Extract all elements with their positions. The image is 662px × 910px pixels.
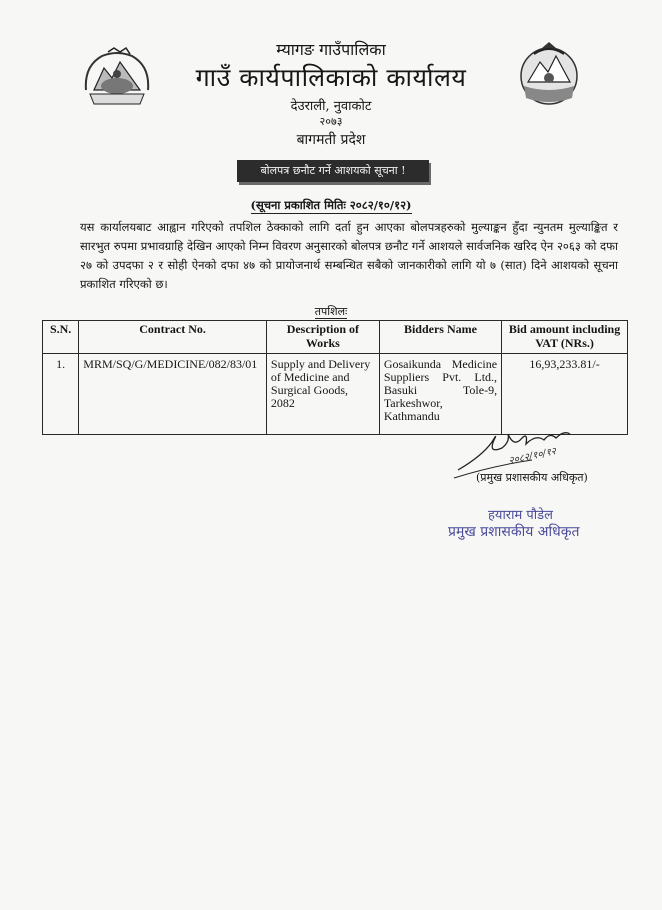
tender-table — [42, 320, 628, 435]
publish-date-text: (सूचना प्रकाशित मितिः २०८२/१०/१२) — [250, 198, 412, 212]
details-label — [0, 304, 662, 319]
established-year: २०७३ — [319, 115, 343, 128]
header-bidder: Bidders Name — [379, 321, 501, 354]
cell-description: Supply and Delivery of Medicine and Surgical Goods, 2082 — [266, 354, 379, 435]
header-amount: Bid amount including VAT (NRs.) — [502, 321, 628, 354]
header-contract: Contract No. — [79, 321, 267, 354]
office-address: देउराली, नुवाकोट — [290, 99, 372, 114]
details-label-text: तपशिलः — [314, 305, 348, 318]
cell-amount: 16,93,233.81/- — [502, 354, 628, 435]
cell-bidder: Gosaikunda Medicine Suppliers Pvt. Ltd., Basuki Tole-9, Tarkeshwor, Kathmandu — [379, 354, 501, 435]
table-header-row — [43, 321, 628, 354]
header-description: Description of Works — [266, 321, 379, 354]
office-title: गाउँ कार्यपालिकाको कार्यालय — [195, 63, 467, 92]
signature-date: २०८२/१०/१२ — [507, 446, 558, 467]
notice-body: यस कार्यालयबाट आह्वान गरिएको तपशिल ठेक्काको लागि दर्ता हुन आएका बोलपत्रहरुको मुल्याङ्कन हुँदा न्युनतम मुल्याङ्कित र सारभुत रुपमा प्रभावग्राहि देखिन आएको निम्न विवरण अनुसारको बोलपत्र छनौट गर्ने आशयले सार्वजनिक खरिद ऐन २०६३ को दफा २७ को उपदफा २ र सोही ऐनको दफा ४७ को प्रायोजनार्थ सम्बन्धित सबैको जानकारीको लागि यो ७ (सात) दिने आशयको सूचना प्रकाशित गरिएको छ। — [80, 220, 618, 291]
cell-contract: MRM/SQ/G/MEDICINE/082/83/01 — [79, 354, 267, 435]
stamp-title: प्रमुख प्रशासकीय अधिकृत — [448, 524, 580, 540]
province-name: बागमती प्रदेश — [296, 132, 366, 148]
notice-banner: बोलपत्र छनौट गर्ने आशयको सूचना ! — [237, 160, 429, 182]
municipality-name: म्यागङ गाउँपालिका — [276, 40, 386, 59]
stamp-name: हयाराम पौडेल — [488, 508, 553, 523]
cell-sn: 1. — [43, 354, 79, 435]
publish-date — [0, 198, 662, 213]
signatory-title: (प्रमुख प्रशासकीय अधिकृत) — [476, 471, 588, 484]
header-sn: S.N. — [43, 321, 79, 354]
